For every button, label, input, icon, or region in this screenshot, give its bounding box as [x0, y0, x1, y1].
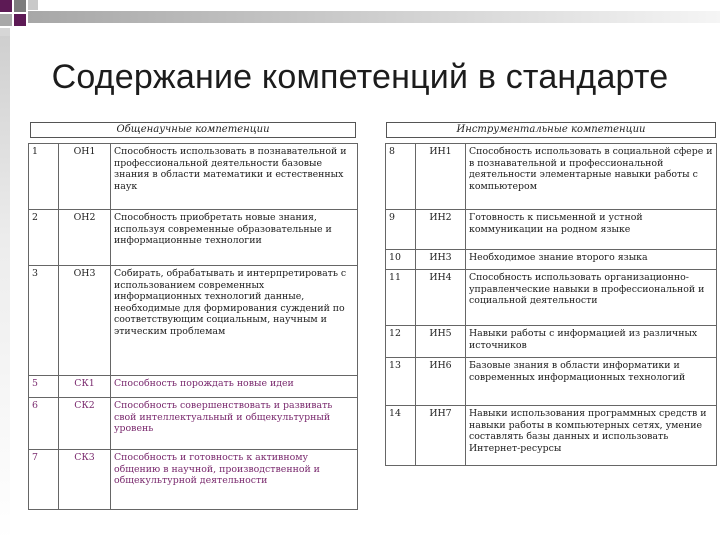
instrumental-num-cell: 11: [386, 270, 416, 326]
general-code-cell: СК3: [59, 450, 111, 510]
instrumental-code-cell: ИН3: [416, 250, 466, 270]
instrumental-row: [386, 210, 717, 250]
instrumental-desc-cell: Способность использовать в социальной сфере и в познавательной и профессиональной деятельности элементарные навыки работы с компьютером: [466, 144, 717, 210]
instrumental-row: [386, 270, 717, 326]
general-row: [29, 210, 358, 266]
general-competencies-header: Общенаучные компетенции: [30, 122, 356, 138]
general-row: [29, 376, 358, 398]
instrumental-desc-cell: Необходимое знание второго языка: [466, 250, 717, 270]
general-desc-cell: Способность совершенствовать и развивать свой интеллектуальный и общекультурный уровень: [111, 398, 358, 450]
instrumental-row: [386, 144, 717, 210]
instrumental-desc-cell: Готовность к письменной и устной коммуникации на родном языке: [466, 210, 717, 250]
instrumental-row: [386, 326, 717, 358]
general-row: [29, 398, 358, 450]
instrumental-row: [386, 406, 717, 466]
instrumental-code-cell: ИН6: [416, 358, 466, 406]
instrumental-desc-cell: Базовые знания в области информатики и современных информационных технологий: [466, 358, 717, 406]
instrumental-num-cell: 14: [386, 406, 416, 466]
general-code-cell: ОН2: [59, 210, 111, 266]
instrumental-num-cell: 10: [386, 250, 416, 270]
general-num-cell: 1: [29, 144, 59, 210]
general-competencies-panel: [28, 143, 358, 510]
instrumental-competencies-table: [385, 143, 717, 466]
general-row: [29, 450, 358, 510]
instrumental-code-cell: ИН2: [416, 210, 466, 250]
general-desc-cell: Способность порождать новые идеи: [111, 376, 358, 398]
instrumental-desc-cell: Навыки использования программных средств и навыки работы в компьютерных сетях, умение составлять базы данных и использовать Интернет-ресурсы: [466, 406, 717, 466]
instrumental-num-cell: 8: [386, 144, 416, 210]
general-row: [29, 144, 358, 210]
instrumental-desc-cell: Способность использовать организационно-управленческие навыки в профессиональной и социальной деятельности: [466, 270, 717, 326]
general-num-cell: 2: [29, 210, 59, 266]
page-title: Содержание компетенций в стандарте: [51, 58, 669, 96]
general-desc-cell: Способность использовать в познавательной и профессиональной деятельности базовые знания в области математики и естественных наук: [111, 144, 358, 210]
instrumental-competencies-panel: [385, 143, 717, 466]
general-num-cell: 3: [29, 266, 59, 376]
instrumental-num-cell: 13: [386, 358, 416, 406]
general-num-cell: 7: [29, 450, 59, 510]
instrumental-code-cell: ИН1: [416, 144, 466, 210]
general-num-cell: 5: [29, 376, 59, 398]
instrumental-row: [386, 250, 717, 270]
general-code-cell: СК2: [59, 398, 111, 450]
general-code-cell: СК1: [59, 376, 111, 398]
instrumental-num-cell: 9: [386, 210, 416, 250]
instrumental-competencies-header: Инструментальные компетенции: [386, 122, 716, 138]
general-desc-cell: Собирать, обрабатывать и интерпретировать с использованием современных информационных технологий данные, необходимые для формирования суждений по соответствующим социальным, научным и этическим проблемам: [111, 266, 358, 376]
instrumental-code-cell: ИН5: [416, 326, 466, 358]
instrumental-row: [386, 358, 717, 406]
general-code-cell: ОН3: [59, 266, 111, 376]
instrumental-code-cell: ИН4: [416, 270, 466, 326]
general-desc-cell: Способность и готовность к активному общению в научной, производственной и общекультурной деятельности: [111, 450, 358, 510]
top-decor-bar: [28, 11, 720, 23]
general-competencies-table: [28, 143, 358, 510]
instrumental-num-cell: 12: [386, 326, 416, 358]
left-decor-bar: [0, 36, 10, 540]
instrumental-code-cell: ИН7: [416, 406, 466, 466]
general-row: [29, 266, 358, 376]
general-num-cell: 6: [29, 398, 59, 450]
instrumental-desc-cell: Навыки работы с информацией из различных источников: [466, 326, 717, 358]
general-code-cell: ОН1: [59, 144, 111, 210]
general-desc-cell: Способность приобретать новые знания, используя современные образовательные и информационные технологии: [111, 210, 358, 266]
